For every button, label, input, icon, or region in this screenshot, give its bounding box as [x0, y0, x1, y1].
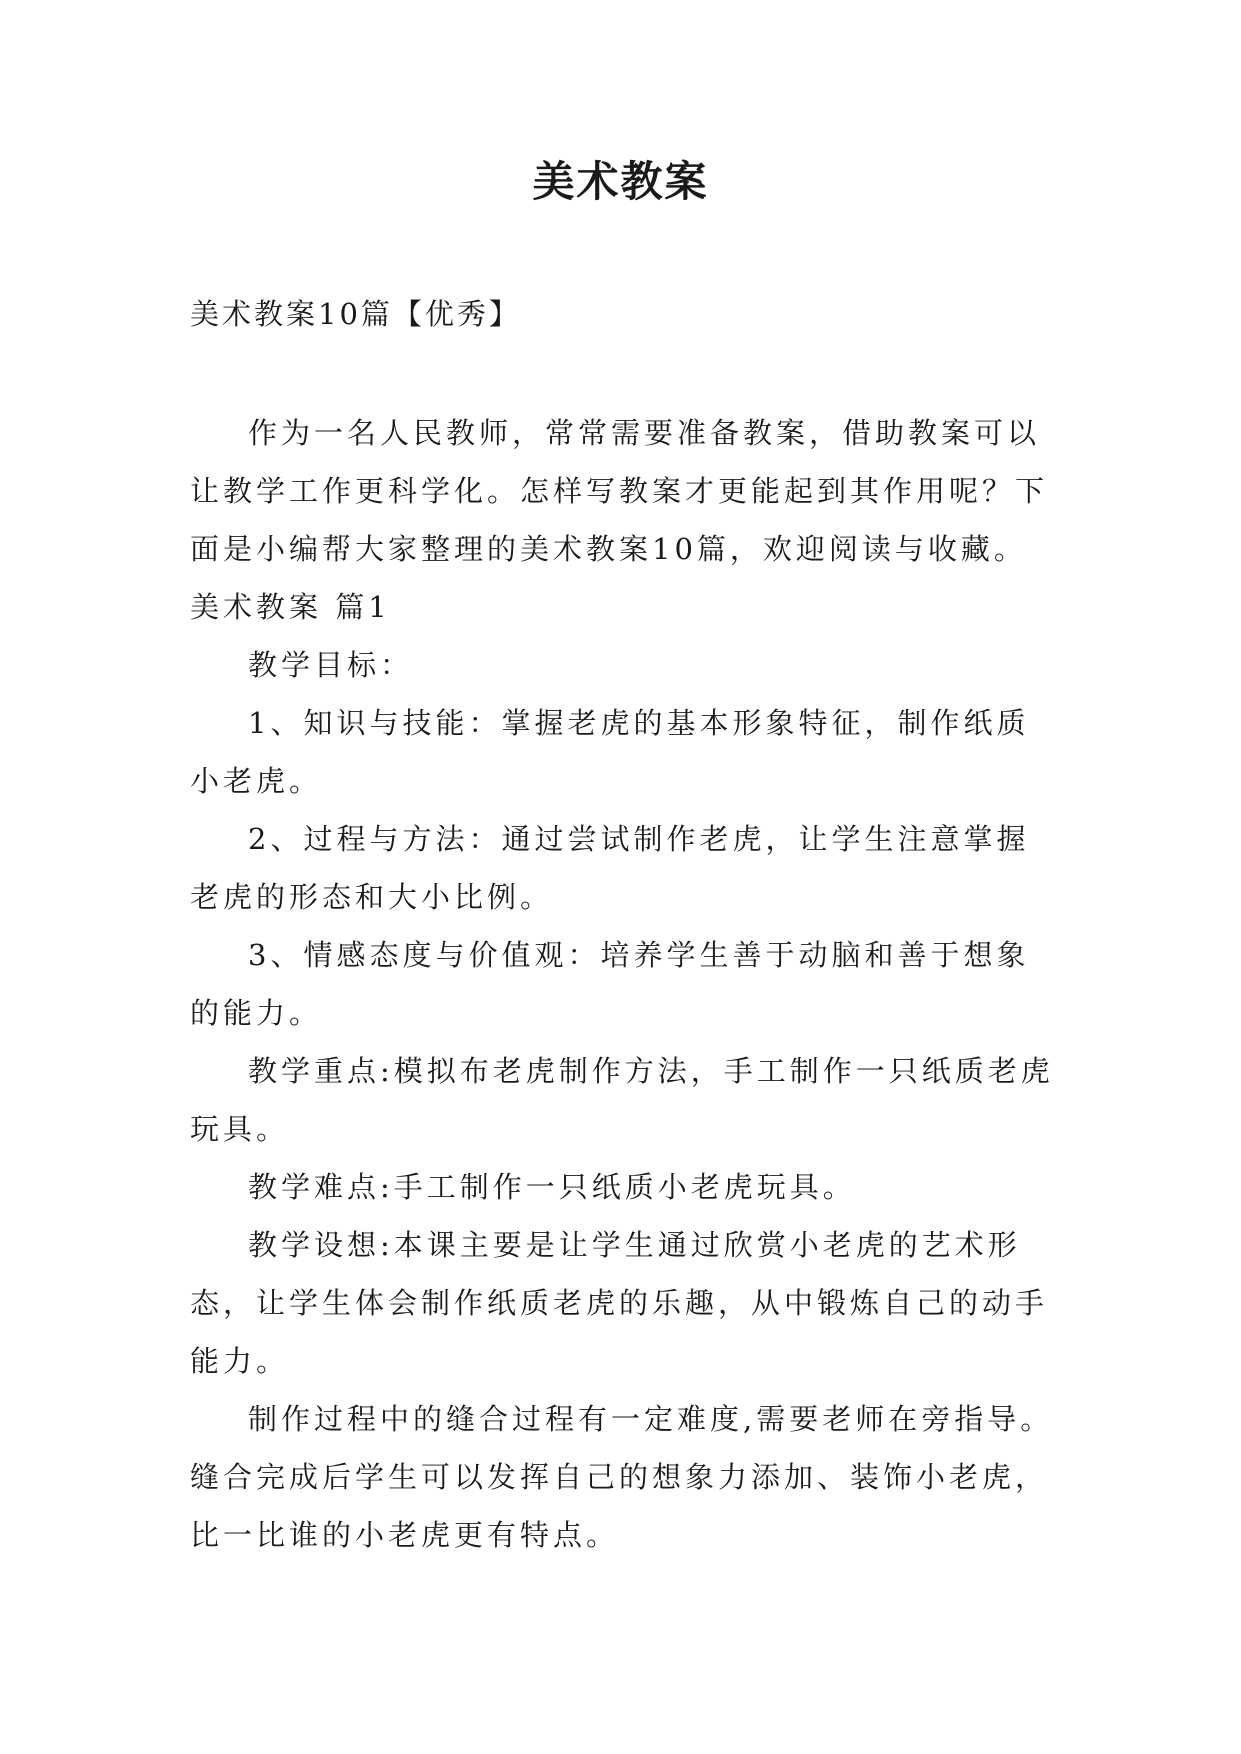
teaching-goals-label: 教学目标： — [248, 648, 414, 682]
teaching-concept: 教学设想:本课主要是让学生通过欣赏小老虎的艺术形态，让学生体会制作纸质老虎的乐趣，从中锻炼自己的动手能力。 — [190, 1228, 1049, 1378]
goal-item-3: 3、情感态度与价值观：培养学生善于动脑和善于想象的能力。 — [190, 938, 1030, 1030]
intro-paragraph: 作为一名人民教师，常常需要准备教案，借助教案可以让教学工作更科学化。怎样写教案才更能起到其作用呢？下面是小编帮大家整理的美术教案10篇，欢迎阅读与收藏。 — [190, 416, 1049, 566]
page-title: 美术教案 — [532, 157, 709, 206]
teaching-difficulty: 教学难点:手工制作一只纸质小老虎玩具。 — [248, 1170, 856, 1204]
goal-item-1: 1、知识与技能：掌握老虎的基本形象特征，制作纸质小老虎。 — [190, 706, 1030, 798]
document-subtitle: 美术教案10篇【优秀】 — [190, 297, 521, 331]
document-body — [190, 404, 1056, 1564]
goal-item-2: 2、过程与方法：通过尝试制作老虎，让学生注意掌握老虎的形态和大小比例。 — [190, 822, 1030, 914]
section-heading: 美术教案 篇1 — [190, 590, 391, 624]
production-process: 制作过程中的缝合过程有一定难度,需要老师在旁指导。缝合完成后学生可以发挥自己的想象力添加、装饰小老虎，比一比谁的小老虎更有特点。 — [190, 1402, 1054, 1552]
teaching-key-point: 教学重点:模拟布老虎制作方法，手工制作一只纸质老虎玩具。 — [190, 1054, 1054, 1146]
